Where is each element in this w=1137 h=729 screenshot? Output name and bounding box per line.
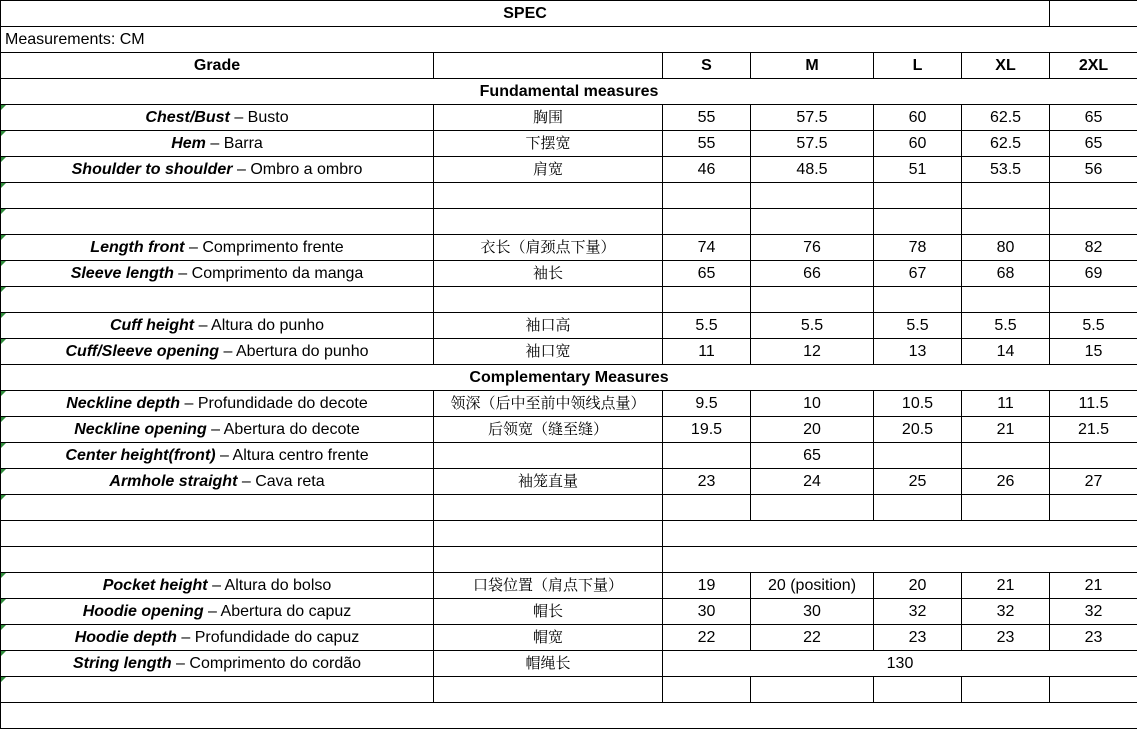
size-value-l[interactable]: 25 xyxy=(874,469,962,495)
dash-separator: – xyxy=(181,629,191,646)
size-value-m[interactable]: 65 xyxy=(751,443,874,469)
size-value-m[interactable]: 57.5 xyxy=(751,105,874,131)
empty-cell[interactable] xyxy=(663,547,1137,573)
dash-separator: – xyxy=(211,421,221,438)
size-value-m[interactable]: 48.5 xyxy=(751,157,874,183)
empty-cell[interactable] xyxy=(663,495,751,521)
measure-name-pt: Ombro a ombro xyxy=(250,161,363,178)
table-row xyxy=(1,573,1137,599)
empty-cell[interactable] xyxy=(663,209,751,235)
size-value-xl[interactable]: 5.5 xyxy=(962,313,1050,339)
measure-name-cell[interactable] xyxy=(1,131,434,157)
cell-marker-icon xyxy=(1,469,6,474)
empty-cell[interactable] xyxy=(751,209,874,235)
size-value-s[interactable]: 9.5 xyxy=(663,391,751,417)
measure-name-pt: Comprimento do cordão xyxy=(189,655,362,672)
cell-marker-icon xyxy=(1,573,6,578)
measure-name-pt: Abertura do capuz xyxy=(220,603,352,620)
empty-cell[interactable] xyxy=(874,183,962,209)
measure-name-cell[interactable] xyxy=(1,339,434,365)
section-row xyxy=(1,365,1137,391)
size-value-xl[interactable]: 62.5 xyxy=(962,105,1050,131)
measure-name-cn[interactable]: 袖长 xyxy=(434,261,663,287)
empty-cell[interactable] xyxy=(962,209,1050,235)
size-value-xl[interactable]: 21 xyxy=(962,573,1050,599)
empty-row xyxy=(1,183,1137,209)
size-value-s[interactable]: 30 xyxy=(663,599,751,625)
measure-name-en: Armhole straight xyxy=(109,473,238,490)
dash-separator: – xyxy=(234,109,244,126)
dash-separator: – xyxy=(208,603,217,620)
empty-cell[interactable] xyxy=(1050,1,1137,27)
size-value-s[interactable]: 11 xyxy=(663,339,751,365)
size-value-m[interactable]: 10 xyxy=(751,391,874,417)
empty-cell[interactable] xyxy=(434,209,663,235)
cell-marker-icon xyxy=(1,261,6,266)
size-value-xl[interactable]: 11 xyxy=(962,391,1050,417)
empty-cell[interactable] xyxy=(1,183,434,209)
section-complementary[interactable]: Complementary Measures xyxy=(1,365,1137,391)
size-value-xl[interactable]: 62.5 xyxy=(962,131,1050,157)
dash-separator: – xyxy=(188,239,198,256)
empty-cell[interactable] xyxy=(874,287,962,313)
cell-marker-icon xyxy=(1,599,6,604)
cell-marker-icon xyxy=(1,417,6,422)
size-value-m[interactable]: 24 xyxy=(751,469,874,495)
empty-cell[interactable] xyxy=(1050,183,1137,209)
measure-name-cell[interactable] xyxy=(1,651,434,677)
empty-cell[interactable] xyxy=(1,677,434,703)
empty-cell[interactable] xyxy=(1,703,1137,729)
empty-cell[interactable] xyxy=(1050,677,1137,703)
measure-name-cell[interactable] xyxy=(1,625,434,651)
cell-marker-icon xyxy=(1,651,6,656)
empty-cell[interactable] xyxy=(962,677,1050,703)
table-row xyxy=(1,261,1137,287)
measure-name-cell[interactable] xyxy=(1,313,434,339)
cell-marker-icon xyxy=(1,287,6,292)
measure-name-pt: Barra xyxy=(223,135,263,152)
measure-name-pt: Altura do punho xyxy=(211,317,325,334)
table-row xyxy=(1,131,1137,157)
cell-marker-icon xyxy=(1,313,6,318)
dash-separator: – xyxy=(223,343,233,360)
measure-name-en: Sleeve length xyxy=(70,265,174,282)
cell-marker-icon xyxy=(1,235,6,240)
measure-name-en: Hoodie opening xyxy=(82,603,204,620)
size-header-xl[interactable]: XL xyxy=(962,53,1050,79)
measure-name-cn[interactable]: 肩宽 xyxy=(434,157,663,183)
size-value-2xl[interactable]: 69 xyxy=(1050,261,1137,287)
cell-marker-icon xyxy=(1,157,6,162)
empty-cell[interactable] xyxy=(663,521,1137,547)
empty-cell[interactable] xyxy=(1,209,434,235)
table-row xyxy=(1,235,1137,261)
size-value-2xl[interactable]: 32 xyxy=(1050,599,1137,625)
measure-name-cn[interactable]: 领深（后中至前中领线点量） xyxy=(434,391,663,417)
size-value-s[interactable]: 46 xyxy=(663,157,751,183)
measure-name-cn[interactable]: 帽长 xyxy=(434,599,663,625)
table-row xyxy=(1,313,1137,339)
empty-cell[interactable] xyxy=(1050,495,1137,521)
size-value-s[interactable]: 55 xyxy=(663,131,751,157)
size-value-2xl[interactable]: 5.5 xyxy=(1050,313,1137,339)
size-value-2xl[interactable]: 82 xyxy=(1050,235,1137,261)
size-header-m[interactable]: M xyxy=(751,53,874,79)
size-value-m[interactable]: 22 xyxy=(751,625,874,651)
cell-marker-icon xyxy=(1,443,6,448)
size-value-2xl[interactable]: 56 xyxy=(1050,157,1137,183)
size-value-xl[interactable] xyxy=(962,443,1050,469)
dash-separator: – xyxy=(176,655,185,672)
empty-row xyxy=(1,677,1137,703)
empty-cell[interactable] xyxy=(962,495,1050,521)
measure-name-cell[interactable] xyxy=(1,235,434,261)
dash-separator: – xyxy=(184,395,194,412)
measure-name-cn[interactable]: 口袋位置（肩点下量） xyxy=(434,573,663,599)
measure-name-en: Length front xyxy=(90,239,185,256)
measure-name-en: Hem xyxy=(171,135,206,152)
empty-cell[interactable] xyxy=(1050,209,1137,235)
header-row xyxy=(1,53,1137,79)
dash-separator: – xyxy=(241,473,251,490)
size-value-2xl[interactable]: 21 xyxy=(1050,573,1137,599)
size-value-2xl[interactable]: 15 xyxy=(1050,339,1137,365)
measure-name-cn[interactable] xyxy=(434,443,663,469)
size-value-xl[interactable]: 53.5 xyxy=(962,157,1050,183)
empty-cell[interactable] xyxy=(434,287,663,313)
empty-cell[interactable] xyxy=(1050,287,1137,313)
dash-separator: – xyxy=(212,577,221,594)
measure-name-pt: Busto xyxy=(247,109,289,126)
empty-cell[interactable] xyxy=(434,53,663,79)
empty-cell[interactable] xyxy=(874,677,962,703)
size-value-s[interactable]: 65 xyxy=(663,261,751,287)
empty-row xyxy=(1,521,1137,547)
measurements-note[interactable]: Measurements: CM xyxy=(1,27,1137,53)
size-value-l[interactable]: 32 xyxy=(874,599,962,625)
size-value-l[interactable]: 13 xyxy=(874,339,962,365)
empty-cell[interactable] xyxy=(751,677,874,703)
measure-name-en: Center height(front) xyxy=(65,447,216,464)
size-value-s[interactable] xyxy=(663,443,751,469)
measure-name-cn[interactable]: 后领宽（缝至缝） xyxy=(434,417,663,443)
measure-name-pt: Profundidade do capuz xyxy=(194,629,360,646)
size-value-xl[interactable]: 80 xyxy=(962,235,1050,261)
size-value-s[interactable]: 5.5 xyxy=(663,313,751,339)
size-header-l[interactable]: L xyxy=(874,53,962,79)
cell-marker-icon xyxy=(1,339,6,344)
measure-name-cell[interactable] xyxy=(1,417,434,443)
measure-name-cell[interactable] xyxy=(1,443,434,469)
measure-name-en: Neckline depth xyxy=(66,395,181,412)
size-value-l[interactable]: 20 xyxy=(874,573,962,599)
size-value-xl[interactable]: 14 xyxy=(962,339,1050,365)
size-value-l[interactable]: 10.5 xyxy=(874,391,962,417)
size-value-l[interactable]: 67 xyxy=(874,261,962,287)
measure-name-cell[interactable] xyxy=(1,599,434,625)
empty-row xyxy=(1,287,1137,313)
measure-name-pt: Cava reta xyxy=(255,473,325,490)
table-row xyxy=(1,625,1137,651)
size-value-2xl[interactable]: 65 xyxy=(1050,105,1137,131)
measure-name-cell[interactable] xyxy=(1,573,434,599)
measure-name-cn[interactable]: 袖口高 xyxy=(434,313,663,339)
measure-name-cell[interactable] xyxy=(1,157,434,183)
size-header-s[interactable]: S xyxy=(663,53,751,79)
empty-cell[interactable] xyxy=(1,287,434,313)
empty-cell[interactable] xyxy=(751,287,874,313)
measure-name-cn[interactable]: 胸围 xyxy=(434,105,663,131)
size-value-m[interactable]: 12 xyxy=(751,339,874,365)
size-value-2xl[interactable]: 21.5 xyxy=(1050,417,1137,443)
table-row xyxy=(1,339,1137,365)
size-value-xl[interactable]: 32 xyxy=(962,599,1050,625)
size-value-2xl[interactable]: 65 xyxy=(1050,131,1137,157)
empty-cell[interactable] xyxy=(663,677,751,703)
empty-cell[interactable] xyxy=(962,183,1050,209)
empty-cell[interactable] xyxy=(1,495,434,521)
size-value-2xl[interactable]: 23 xyxy=(1050,625,1137,651)
size-value-xl[interactable]: 26 xyxy=(962,469,1050,495)
spec-title[interactable]: SPEC xyxy=(1,1,1050,27)
cell-marker-icon xyxy=(1,677,6,682)
empty-cell[interactable] xyxy=(434,495,663,521)
empty-row xyxy=(1,495,1137,521)
table-row xyxy=(1,599,1137,625)
table-row xyxy=(1,469,1137,495)
empty-cell[interactable] xyxy=(751,495,874,521)
table-row xyxy=(1,651,1137,677)
size-value-m[interactable]: 66 xyxy=(751,261,874,287)
size-value-l[interactable]: 78 xyxy=(874,235,962,261)
empty-cell[interactable] xyxy=(663,183,751,209)
size-value-s[interactable]: 74 xyxy=(663,235,751,261)
empty-cell[interactable] xyxy=(1,521,434,547)
size-value-m[interactable]: 30 xyxy=(751,599,874,625)
measure-name-cn[interactable]: 下摆宽 xyxy=(434,131,663,157)
empty-cell[interactable] xyxy=(751,183,874,209)
size-value-m[interactable]: 57.5 xyxy=(751,131,874,157)
cell-marker-icon xyxy=(1,391,6,396)
measurements-row xyxy=(1,27,1137,53)
empty-row xyxy=(1,547,1137,573)
size-value-l[interactable]: 23 xyxy=(874,625,962,651)
dash-separator: – xyxy=(198,317,208,334)
size-value-l[interactable]: 60 xyxy=(874,131,962,157)
empty-cell[interactable] xyxy=(434,677,663,703)
size-value-s[interactable]: 19.5 xyxy=(663,417,751,443)
cell-marker-icon xyxy=(1,625,6,630)
measure-name-en: Hoodie depth xyxy=(74,629,177,646)
empty-cell[interactable] xyxy=(962,287,1050,313)
measure-name-pt: Altura do bolso xyxy=(224,577,332,594)
table-row xyxy=(1,157,1137,183)
measure-name-en: Cuff/Sleeve opening xyxy=(65,343,220,360)
cell-marker-icon xyxy=(1,105,6,110)
size-value-m[interactable]: 20 (position) xyxy=(751,573,874,599)
section-row xyxy=(1,79,1137,105)
size-value-s[interactable]: 55 xyxy=(663,105,751,131)
measure-name-cn[interactable]: 帽绳长 xyxy=(434,651,663,677)
size-value-l[interactable]: 51 xyxy=(874,157,962,183)
cell-marker-icon xyxy=(1,495,6,500)
size-value-m[interactable]: 76 xyxy=(751,235,874,261)
size-value-m[interactable]: 5.5 xyxy=(751,313,874,339)
size-value-xl[interactable]: 21 xyxy=(962,417,1050,443)
size-value-xl[interactable]: 23 xyxy=(962,625,1050,651)
table-row xyxy=(1,417,1137,443)
table-row xyxy=(1,391,1137,417)
grade-header[interactable]: Grade xyxy=(1,53,434,79)
size-value-l[interactable] xyxy=(874,443,962,469)
size-value-l[interactable]: 5.5 xyxy=(874,313,962,339)
cell-marker-icon xyxy=(1,183,6,188)
empty-row xyxy=(1,703,1137,729)
empty-cell[interactable] xyxy=(874,209,962,235)
measure-name-en: Pocket height xyxy=(102,577,208,594)
measure-name-pt: Abertura do punho xyxy=(235,343,369,360)
empty-row xyxy=(1,209,1137,235)
size-value-2xl[interactable]: 11.5 xyxy=(1050,391,1137,417)
measure-name-pt: Comprimento frente xyxy=(202,239,344,256)
measure-name-pt: Profundidade do decote xyxy=(197,395,368,412)
measure-name-cn[interactable]: 帽宽 xyxy=(434,625,663,651)
empty-cell[interactable] xyxy=(1,547,434,573)
measure-name-cell[interactable] xyxy=(1,391,434,417)
size-value-s[interactable]: 23 xyxy=(663,469,751,495)
size-value-2xl[interactable]: 27 xyxy=(1050,469,1137,495)
dash-separator: – xyxy=(210,135,220,152)
table-row xyxy=(1,105,1137,131)
measure-name-en: Chest/Bust xyxy=(145,109,230,126)
cell-marker-icon xyxy=(1,209,6,214)
cell-marker-icon xyxy=(1,131,6,136)
measure-name-cn[interactable]: 袖口宽 xyxy=(434,339,663,365)
section-fundamental[interactable]: Fundamental measures xyxy=(1,79,1137,105)
empty-cell[interactable] xyxy=(874,495,962,521)
size-value-xl[interactable]: 68 xyxy=(962,261,1050,287)
measure-name-en: Cuff height xyxy=(109,317,195,334)
measure-name-cell[interactable] xyxy=(1,105,434,131)
dash-separator: – xyxy=(220,447,229,464)
empty-cell[interactable] xyxy=(434,183,663,209)
measure-name-cell[interactable] xyxy=(1,469,434,495)
size-value-l[interactable]: 20.5 xyxy=(874,417,962,443)
measure-name-pt: Altura centro frente xyxy=(232,447,369,464)
empty-cell[interactable] xyxy=(434,547,663,573)
title-row xyxy=(1,1,1137,27)
dash-separator: – xyxy=(236,161,246,178)
measure-name-en: String length xyxy=(72,655,172,672)
table-row xyxy=(1,443,1137,469)
size-header-2xl[interactable]: 2XL xyxy=(1050,53,1137,79)
size-value-all[interactable]: 130 xyxy=(663,651,1137,677)
measure-name-pt: Abertura do decote xyxy=(223,421,360,438)
empty-cell[interactable] xyxy=(434,521,663,547)
measure-name-cell[interactable] xyxy=(1,261,434,287)
size-value-m[interactable]: 20 xyxy=(751,417,874,443)
measure-name-en: Shoulder to shoulder xyxy=(71,161,233,178)
size-value-s[interactable]: 19 xyxy=(663,573,751,599)
size-value-2xl[interactable] xyxy=(1050,443,1137,469)
size-value-s[interactable]: 22 xyxy=(663,625,751,651)
measure-name-cn[interactable]: 袖笼直量 xyxy=(434,469,663,495)
measure-name-en: Neckline opening xyxy=(74,421,207,438)
measure-name-pt: Comprimento da manga xyxy=(191,265,364,282)
measure-name-cn[interactable]: 衣长（肩颈点下量） xyxy=(434,235,663,261)
size-value-l[interactable]: 60 xyxy=(874,105,962,131)
empty-cell[interactable] xyxy=(663,287,751,313)
dash-separator: – xyxy=(178,265,188,282)
